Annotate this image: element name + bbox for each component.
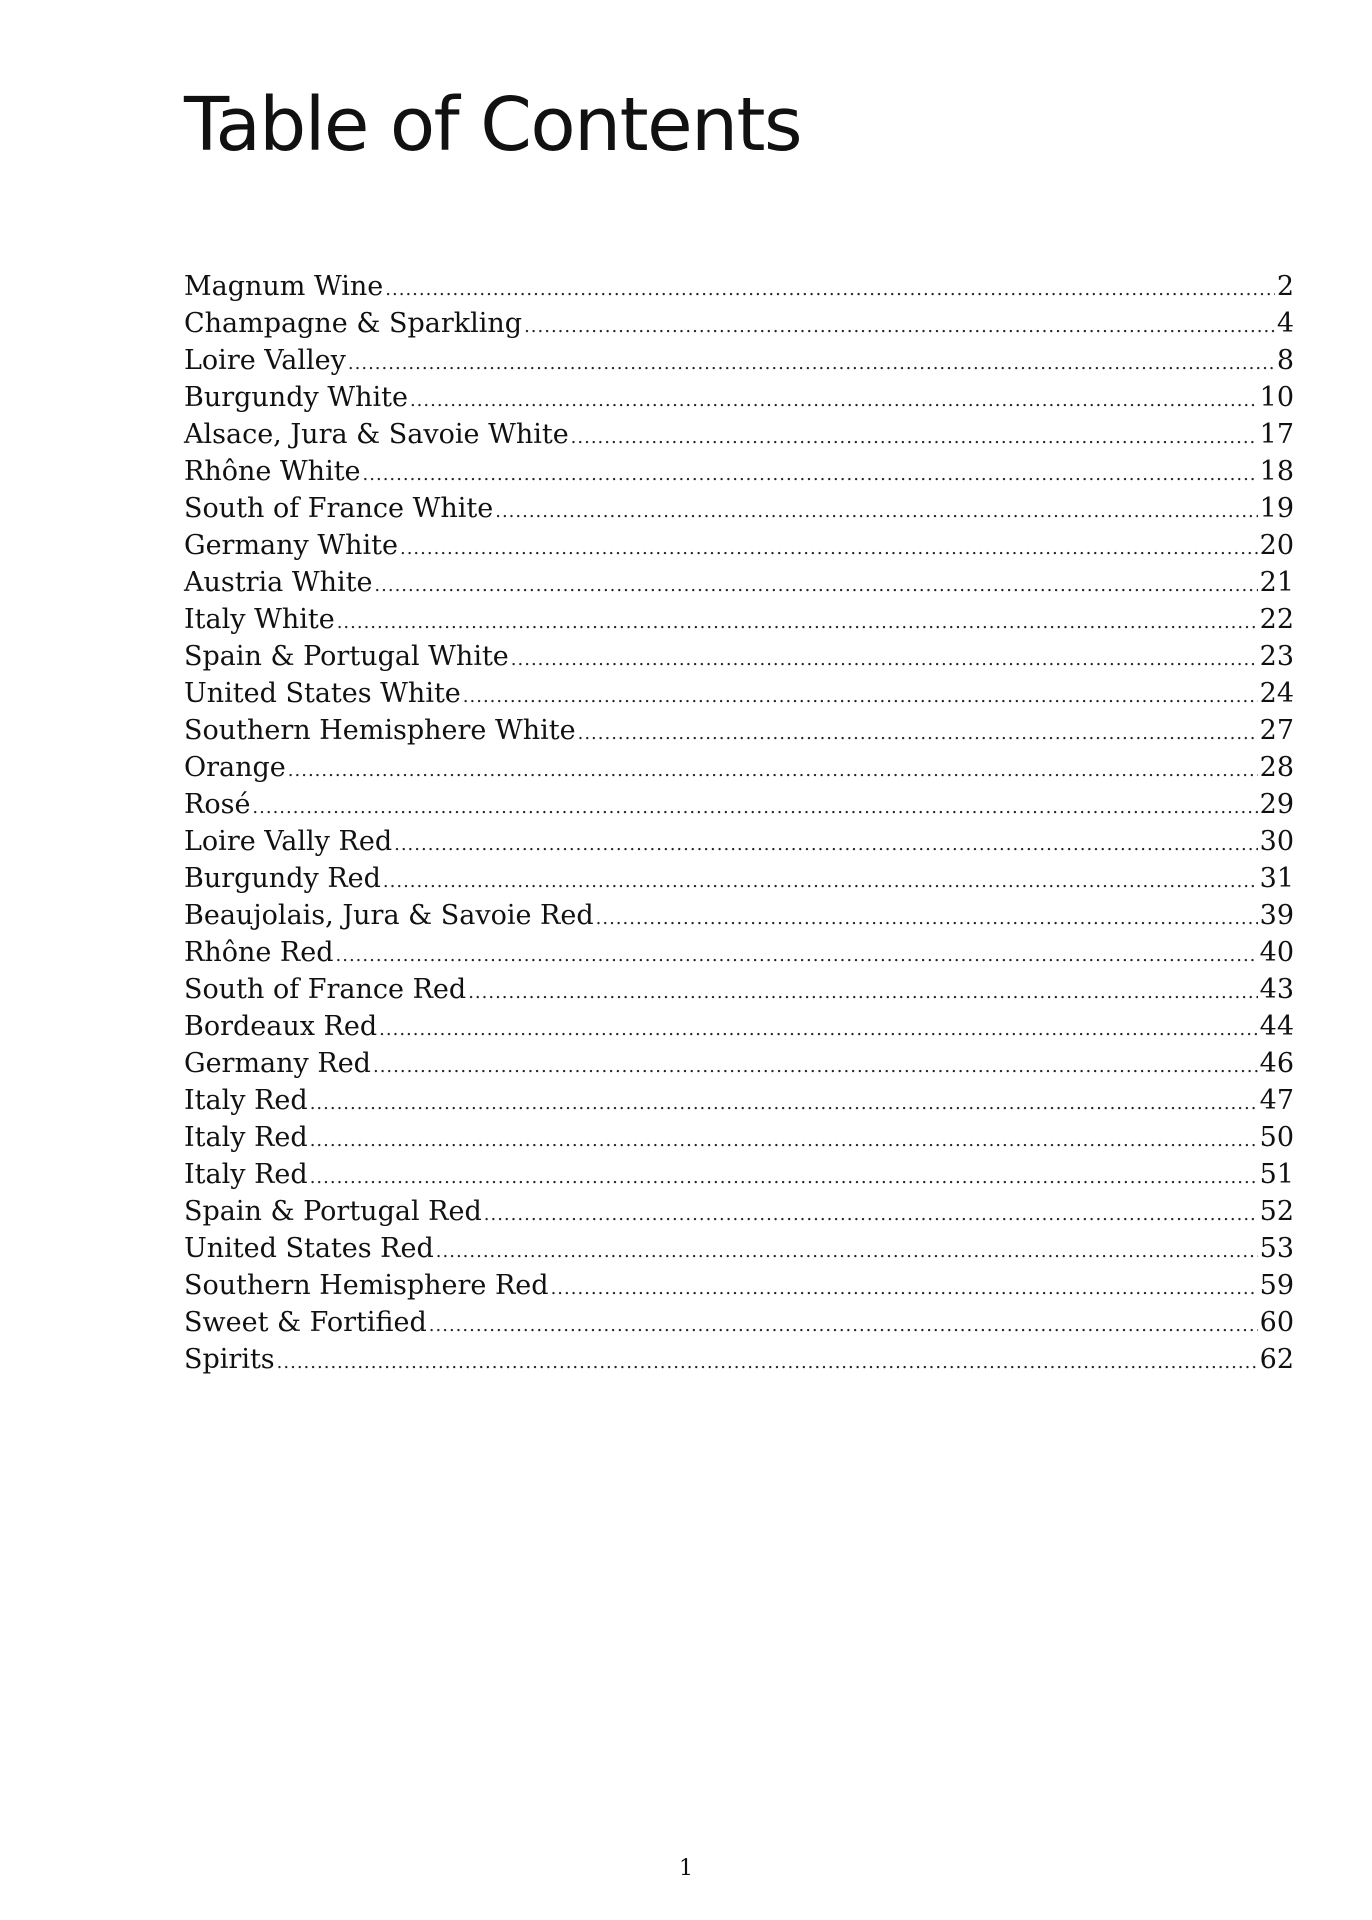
toc-entry-label: Italy White — [184, 604, 335, 635]
toc-entry[interactable] — [184, 1341, 1294, 1378]
toc-entry-label: South of France Red — [184, 974, 467, 1005]
toc-entry-page: 10 — [1259, 382, 1294, 413]
toc-entry-page: 59 — [1259, 1270, 1294, 1301]
toc-entry-page: 29 — [1259, 789, 1294, 820]
toc-entry[interactable] — [184, 971, 1294, 1008]
toc-entry-label: Beaujolais, Jura & Savoie Red — [184, 900, 594, 931]
dot-leader — [394, 826, 1258, 863]
toc-entry-page: 17 — [1259, 419, 1294, 450]
toc-entry-page: 27 — [1259, 715, 1294, 746]
toc-entry-label: Spirits — [184, 1344, 275, 1375]
toc-entry-page: 24 — [1259, 678, 1294, 709]
dot-leader — [310, 1159, 1258, 1196]
toc-entry-page: 53 — [1259, 1233, 1294, 1264]
toc-entry[interactable] — [184, 416, 1294, 453]
toc-entry-label: Austria White — [184, 567, 373, 598]
toc-entry-page: 21 — [1259, 567, 1294, 598]
toc-entry-page: 44 — [1259, 1011, 1294, 1042]
dot-leader — [524, 308, 1275, 345]
toc-entry[interactable] — [184, 601, 1294, 638]
toc-entry[interactable] — [184, 1304, 1294, 1341]
toc-entry[interactable] — [184, 379, 1294, 416]
dot-leader — [484, 1196, 1258, 1233]
toc-entry-page: 23 — [1259, 641, 1294, 672]
toc-entry-label: Rhône White — [184, 456, 361, 487]
toc-entry[interactable] — [184, 1119, 1294, 1156]
toc-entry-page: 22 — [1259, 604, 1294, 635]
dot-leader — [551, 1270, 1258, 1307]
toc-entry-label: Southern Hemisphere White — [184, 715, 576, 746]
dot-leader — [400, 530, 1258, 567]
dot-leader — [363, 456, 1258, 493]
toc-entry-page: 62 — [1259, 1344, 1294, 1375]
toc-entry[interactable] — [184, 305, 1294, 342]
toc-entry-page: 4 — [1276, 308, 1294, 339]
toc-entry[interactable] — [184, 675, 1294, 712]
toc-entry[interactable] — [184, 1082, 1294, 1119]
toc-entry-page: 39 — [1259, 900, 1294, 931]
toc-entry-label: Spain & Portugal Red — [184, 1196, 482, 1227]
toc-entry-label: Burgundy White — [184, 382, 408, 413]
toc-entry-label: South of France White — [184, 493, 494, 524]
toc-entry-label: Sweet & Fortified — [184, 1307, 427, 1338]
toc-entry-label: Germany Red — [184, 1048, 371, 1079]
dot-leader — [336, 937, 1258, 974]
toc-entry[interactable] — [184, 1193, 1294, 1230]
toc-entry-page: 8 — [1276, 345, 1294, 376]
toc-entry-page: 28 — [1259, 752, 1294, 783]
toc-entry-page: 19 — [1259, 493, 1294, 524]
toc-entry-label: Loire Vally Red — [184, 826, 393, 857]
toc-entry-page: 46 — [1259, 1048, 1294, 1079]
dot-leader — [511, 641, 1258, 678]
dot-leader — [383, 863, 1258, 900]
toc-entry-page: 20 — [1259, 530, 1294, 561]
toc-entry-label: Magnum Wine — [184, 271, 384, 302]
toc-entry-label: Orange — [184, 752, 286, 783]
toc-entry-label: Rhône Red — [184, 937, 334, 968]
dot-leader — [277, 1344, 1258, 1381]
toc-entry[interactable] — [184, 268, 1294, 305]
dot-leader — [374, 567, 1257, 604]
dot-leader — [578, 715, 1258, 752]
toc-entry[interactable] — [184, 342, 1294, 379]
toc-entry[interactable] — [184, 527, 1294, 564]
toc-entry[interactable] — [184, 712, 1294, 749]
toc-entry[interactable] — [184, 934, 1294, 971]
table-of-contents — [184, 268, 1294, 1378]
toc-entry[interactable] — [184, 1008, 1294, 1045]
toc-entry[interactable] — [184, 1230, 1294, 1267]
toc-entry-page: 50 — [1259, 1122, 1294, 1153]
toc-entry-label: Germany White — [184, 530, 398, 561]
toc-entry-label: Southern Hemisphere Red — [184, 1270, 549, 1301]
dot-leader — [468, 974, 1257, 1011]
toc-entry[interactable] — [184, 860, 1294, 897]
toc-entry-label: Alsace, Jura & Savoie White — [184, 419, 569, 450]
dot-leader — [385, 271, 1275, 308]
toc-entry-page: 31 — [1259, 863, 1294, 894]
toc-entry-label: United States Red — [184, 1233, 434, 1264]
dot-leader — [310, 1085, 1258, 1122]
dot-leader — [410, 382, 1258, 419]
toc-entry[interactable] — [184, 453, 1294, 490]
toc-entry-label: Spain & Portugal White — [184, 641, 509, 672]
toc-entry-label: Italy Red — [184, 1122, 308, 1153]
dot-leader — [596, 900, 1258, 937]
toc-entry-page: 18 — [1259, 456, 1294, 487]
toc-entry-label: Italy Red — [184, 1085, 308, 1116]
toc-entry-label: Loire Valley — [184, 345, 346, 376]
dot-leader — [379, 1011, 1257, 1048]
toc-entry-page: 60 — [1259, 1307, 1294, 1338]
toc-entry[interactable] — [184, 564, 1294, 601]
dot-leader — [252, 789, 1257, 826]
toc-entry-label: Burgundy Red — [184, 863, 381, 894]
toc-entry[interactable] — [184, 1156, 1294, 1193]
page-title: Table of Contents — [184, 82, 802, 168]
toc-entry-label: Bordeaux Red — [184, 1011, 378, 1042]
page-number: 1 — [679, 1856, 693, 1881]
toc-entry[interactable] — [184, 786, 1294, 823]
toc-entry-page: 40 — [1259, 937, 1294, 968]
toc-entry-page: 30 — [1259, 826, 1294, 857]
dot-leader — [310, 1122, 1258, 1159]
toc-entry[interactable] — [184, 490, 1294, 527]
dot-leader — [429, 1307, 1258, 1344]
toc-entry-page: 47 — [1259, 1085, 1294, 1116]
dot-leader — [348, 345, 1275, 382]
dot-leader — [288, 752, 1258, 789]
toc-entry-page: 51 — [1259, 1159, 1294, 1190]
toc-entry-label: United States White — [184, 678, 461, 709]
dot-leader — [571, 419, 1258, 456]
dot-leader — [495, 493, 1257, 530]
dot-leader — [373, 1048, 1258, 1085]
toc-entry-label: Champagne & Sparkling — [184, 308, 523, 339]
dot-leader — [337, 604, 1258, 641]
toc-entry[interactable] — [184, 823, 1294, 860]
toc-entry-page: 2 — [1276, 271, 1294, 302]
toc-entry-label: Rosé — [184, 789, 251, 820]
toc-entry-label: Italy Red — [184, 1159, 308, 1190]
dot-leader — [436, 1233, 1258, 1270]
toc-entry-page: 43 — [1259, 974, 1294, 1005]
toc-entry[interactable] — [184, 638, 1294, 675]
dot-leader — [463, 678, 1258, 715]
toc-entry[interactable] — [184, 1045, 1294, 1082]
toc-entry-page: 52 — [1259, 1196, 1294, 1227]
toc-entry[interactable] — [184, 749, 1294, 786]
toc-entry[interactable] — [184, 1267, 1294, 1304]
toc-entry[interactable] — [184, 897, 1294, 934]
